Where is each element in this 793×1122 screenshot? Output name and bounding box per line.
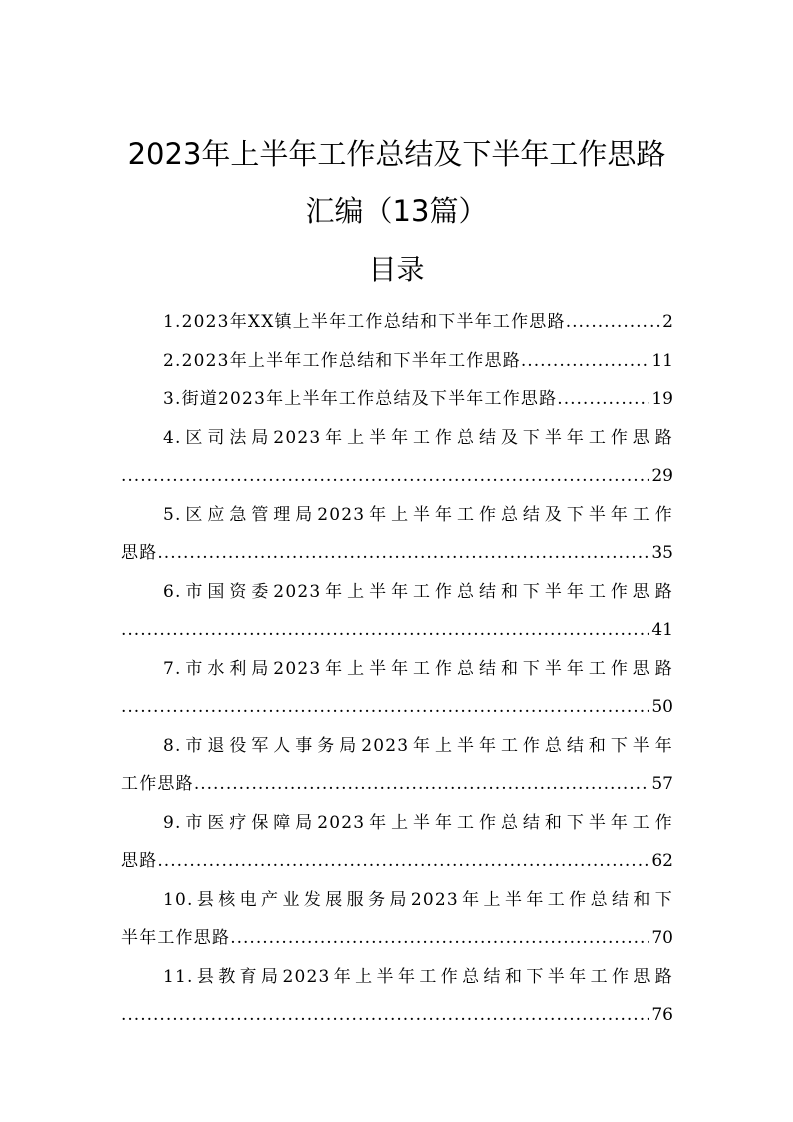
- toc-entry-title: 县核电产业发展服务局2023年上半年工作总结和下: [193, 889, 673, 910]
- toc-entry-title: 区应急管理局2023年上半年工作总结及下半年工作: [181, 504, 673, 525]
- toc-entry-11[interactable]: [121, 958, 673, 1035]
- toc-entry-page: 11: [651, 350, 673, 371]
- dot-leader: [557, 380, 649, 419]
- toc-entry-number: 7.: [163, 658, 182, 679]
- dot-leader: [230, 919, 649, 958]
- toc-entry-title: 市退役军人事务局2023年上半年工作总结和下半年: [181, 735, 673, 756]
- toc-entry-page: 57: [651, 774, 673, 794]
- toc-entry-title: 县教育局2023年上半年工作总结和下半年工作思路: [193, 966, 673, 987]
- dot-leader: [566, 303, 660, 342]
- toc-entry-7[interactable]: [121, 650, 673, 727]
- toc-entry-title: 2023年上半年工作总结和下半年工作思路: [181, 350, 521, 371]
- toc-entry-title-continued: 思路: [121, 543, 158, 563]
- toc-entry-6[interactable]: [121, 573, 673, 650]
- toc-entry-8[interactable]: [121, 727, 673, 804]
- toc-entry-title: 区司法局2023年上半年工作总结及下半年工作思路: [181, 427, 673, 448]
- toc-entry-number: 8.: [163, 735, 182, 756]
- toc-entry-page: 62: [651, 851, 673, 871]
- toc-entry-number: 4.: [163, 427, 182, 448]
- toc-entry-title: 市国资委2023年上半年工作总结和下半年工作思路: [181, 581, 673, 602]
- dot-leader: [194, 765, 650, 804]
- toc-entry-10[interactable]: [121, 881, 673, 958]
- toc-entry-title: 街道2023年上半年工作总结及下半年工作思路: [181, 389, 558, 409]
- toc-entry-title: 市医疗保障局2023年上半年工作总结和下半年工作: [181, 812, 673, 833]
- toc-entry-4[interactable]: [121, 419, 673, 496]
- toc-entry-page: 70: [651, 928, 673, 948]
- toc-entry-number: 10.: [163, 889, 194, 910]
- toc-entry-9[interactable]: [121, 804, 673, 881]
- toc-entry-number: 6.: [163, 581, 182, 602]
- document-title-line-2: 汇编（13篇）: [305, 194, 488, 228]
- toc-entry-page: 50: [651, 697, 673, 717]
- toc-entry-number: 11.: [163, 966, 194, 987]
- toc-entry-number: 5.: [163, 504, 182, 525]
- dot-leader: [121, 996, 649, 1035]
- toc-entry-1[interactable]: [121, 303, 673, 342]
- table-of-contents: [121, 303, 673, 1035]
- dot-leader: [121, 457, 649, 496]
- toc-entry-title-continued: 思路: [121, 851, 158, 871]
- toc-entry-page: 19: [651, 389, 673, 409]
- toc-entry-5[interactable]: [121, 496, 673, 573]
- toc-entry-number: 2.: [163, 350, 182, 371]
- toc-entry-page: 41: [651, 620, 673, 640]
- dot-leader: [121, 688, 649, 727]
- document-title-line-1: 2023年上半年工作总结及下半年工作思路: [127, 137, 666, 171]
- toc-entry-number: 1.: [163, 312, 182, 332]
- toc-entry-number: 9.: [163, 812, 182, 833]
- toc-entry-title: 市水利局2023年上半年工作总结和下半年工作思路: [181, 658, 673, 679]
- dot-leader: [521, 342, 649, 381]
- toc-entry-page: 35: [651, 543, 673, 563]
- toc-entry-number: 3.: [163, 389, 182, 409]
- toc-entry-page: 76: [651, 1005, 673, 1025]
- dot-leader: [121, 611, 649, 650]
- toc-entry-title-continued: 半年工作思路: [121, 928, 231, 948]
- dot-leader: [157, 842, 649, 881]
- toc-entry-title-continued: 工作思路: [121, 774, 194, 794]
- toc-entry-page: 2: [662, 312, 673, 332]
- toc-entry-2[interactable]: [121, 342, 673, 381]
- toc-entry-3[interactable]: [121, 380, 673, 419]
- toc-heading: 目录: [368, 253, 425, 286]
- dot-leader: [157, 534, 649, 573]
- toc-entry-page: 29: [651, 466, 673, 486]
- toc-entry-title: 2023年XX镇上半年工作总结和下半年工作思路: [181, 312, 566, 332]
